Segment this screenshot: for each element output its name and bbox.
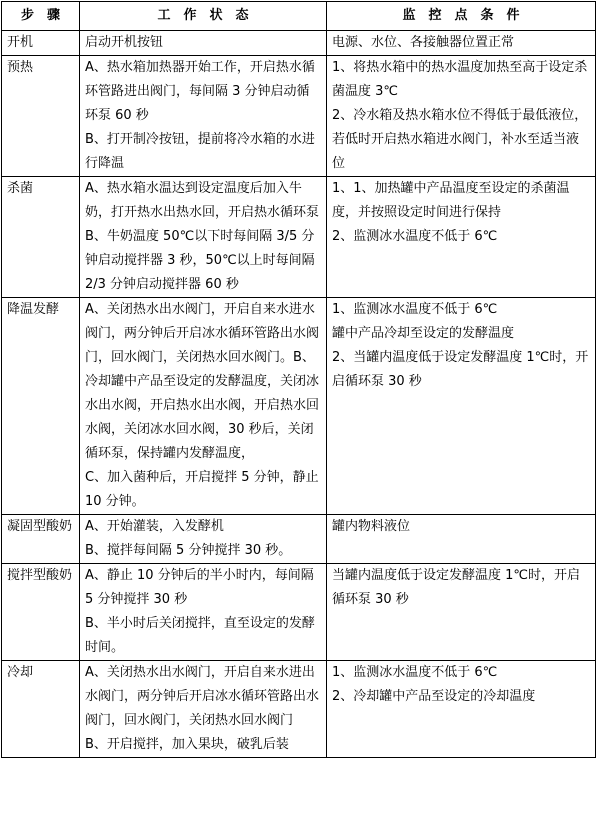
work-status-line: B、开启搅拌，加入果块，破乳后装 bbox=[85, 737, 289, 752]
table-row bbox=[2, 298, 596, 515]
work-status-cell bbox=[80, 298, 327, 515]
process-table bbox=[1, 1, 596, 758]
work-status-line: B、牛奶温度 50℃以下时每间隔 3/5 分钟启动搅拌器 3 秒，50℃以上时每间隔 2/3 分钟启动搅拌器 60 秒 bbox=[85, 229, 315, 292]
step-cell: 杀菌 bbox=[2, 177, 80, 298]
step-cell: 开机 bbox=[2, 31, 80, 56]
work-status-line: A、热水箱水温达到设定温度后加入牛奶，打开热水出热水回，开启热水循环泵 bbox=[85, 181, 320, 220]
monitor-condition-cell bbox=[327, 564, 596, 661]
table-row bbox=[2, 515, 596, 564]
step-cell: 冷却 bbox=[2, 661, 80, 758]
table-row bbox=[2, 564, 596, 661]
monitor-condition-cell bbox=[327, 56, 596, 177]
work-status-line: B、半小时后关闭搅拌，直至设定的发酵时间。 bbox=[85, 616, 315, 655]
work-status-line: A、静止 10 分钟后的半小时内，每间隔 5 分钟搅拌 30 秒 bbox=[85, 568, 314, 607]
monitor-condition-cell bbox=[327, 515, 596, 564]
monitor-condition-line: 1、将热水箱中的热水温度加热至高于设定杀菌温度 3℃ bbox=[332, 60, 588, 99]
table-row bbox=[2, 56, 596, 177]
work-status-cell bbox=[80, 661, 327, 758]
monitor-condition-line: 当罐内温度低于设定发酵温度 1℃时，开启循环泵 30 秒 bbox=[332, 568, 581, 607]
monitor-condition-line: 2、监测冰水温度不低于 6℃ bbox=[332, 229, 498, 244]
monitor-condition-line: 电源、水位、各接触器位置正常 bbox=[332, 35, 515, 50]
table-body bbox=[2, 31, 596, 758]
header-monitor-condition: 监 控 点 条 件 bbox=[327, 2, 596, 31]
monitor-condition-line: 罐内物料液位 bbox=[332, 519, 411, 534]
work-status-line: B、打开制冷按钮，提前将冷水箱的水进行降温 bbox=[85, 132, 315, 171]
step-cell: 搅拌型酸奶 bbox=[2, 564, 80, 661]
monitor-condition-cell bbox=[327, 661, 596, 758]
monitor-condition-line: 2、当罐内温度低于设定发酵温度 1℃时，开启循环泵 30 秒 bbox=[332, 350, 589, 389]
step-cell: 降温发酵 bbox=[2, 298, 80, 515]
step-cell: 凝固型酸奶 bbox=[2, 515, 80, 564]
header-work-status: 工 作 状 态 bbox=[80, 2, 327, 31]
work-status-line: 启动开机按钮 bbox=[85, 35, 164, 50]
header-row bbox=[2, 2, 596, 31]
monitor-condition-cell bbox=[327, 298, 596, 515]
work-status-line: A、关闭热水出水阀门，开启自来水进水阀门，两分钟后开启冰水循环管路出水阀门，回水阀门，关闭热水回水阀门。B、冷却罐中产品至设定的发酵温度，关闭冰水出水阀，开启热水出水阀，开启热水回水阀，关闭冰水回水阀，30 秒后，关闭循环泵，保持罐内发酵温度， bbox=[85, 302, 320, 461]
monitor-condition-cell bbox=[327, 31, 596, 56]
work-status-line: B、搅拌每间隔 5 分钟搅拌 30 秒。 bbox=[85, 543, 292, 558]
work-status-line: A、开始灌装，入发酵机 bbox=[85, 519, 224, 534]
table-row bbox=[2, 661, 596, 758]
work-status-line: A、关闭热水出水阀门，开启自来水进出水阀门，两分钟后开启冰水循环管路出水阀门，回水阀门，关闭热水回水阀门 bbox=[85, 665, 320, 728]
table-row bbox=[2, 31, 596, 56]
monitor-condition-line: 2、冷却罐中产品至设定的冷却温度 bbox=[332, 689, 536, 704]
work-status-line: A、热水箱加热器开始工作，开启热水循环管路进出阀门，每间隔 3 分钟启动循环泵 60 秒 bbox=[85, 60, 315, 123]
monitor-condition-line: 1、1、加热罐中产品温度至设定的杀菌温度，并按照设定时间进行保持 bbox=[332, 181, 570, 220]
monitor-condition-line: 2、冷水箱及热水箱水位不得低于最低液位，若低时开启热水箱进水阀门，补水至适当液位 bbox=[332, 108, 588, 171]
table-row bbox=[2, 177, 596, 298]
work-status-cell bbox=[80, 56, 327, 177]
monitor-condition-line: 1、监测冰水温度不低于 6℃ bbox=[332, 665, 498, 680]
monitor-condition-line: 1、监测冰水温度不低于 6℃ bbox=[332, 302, 498, 317]
work-status-cell bbox=[80, 564, 327, 661]
step-cell: 预热 bbox=[2, 56, 80, 177]
work-status-cell bbox=[80, 515, 327, 564]
work-status-cell bbox=[80, 177, 327, 298]
monitor-condition-line: 罐中产品冷却至设定的发酵温度 bbox=[332, 326, 515, 341]
header-step: 步 骤 bbox=[2, 2, 80, 31]
work-status-line: C、加入菌种后，开启搅拌 5 分钟，静止 10 分钟。 bbox=[85, 470, 319, 509]
work-status-cell bbox=[80, 31, 327, 56]
monitor-condition-cell bbox=[327, 177, 596, 298]
